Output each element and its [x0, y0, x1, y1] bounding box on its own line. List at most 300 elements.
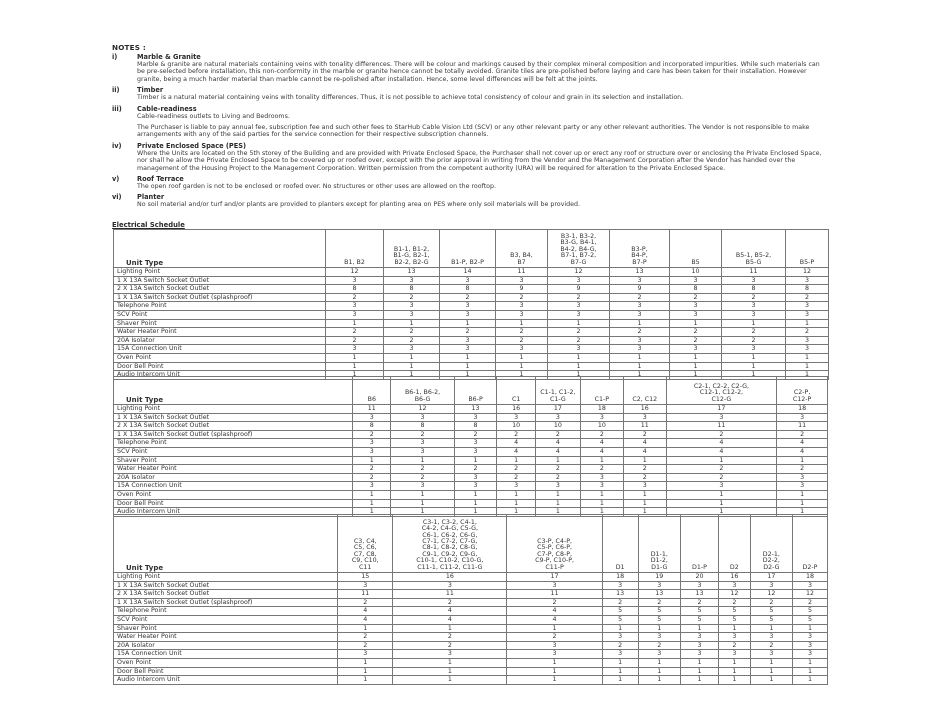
table-cell: 3: [440, 276, 496, 285]
table-cell: 1: [497, 456, 535, 465]
row-label: SCV Point: [114, 615, 338, 624]
table-cell: 1: [548, 362, 610, 371]
table-cell: 1: [602, 676, 638, 685]
table-cell: 3: [722, 345, 786, 354]
table-cell: 1: [440, 371, 496, 380]
table-cell: 9: [548, 285, 610, 294]
table-cell: 2: [393, 598, 507, 607]
table-cell: 3: [454, 413, 497, 422]
table-cell: 1: [670, 371, 722, 380]
note-item: [112, 53, 827, 83]
column-header-text: C2-1, C2-2, C2-G, C12-1, C12-2, C12-G: [693, 382, 749, 403]
table-cell: 1: [580, 499, 623, 508]
table-cell: 1: [786, 362, 829, 371]
table-cell: 3: [786, 336, 829, 345]
table-cell: 1: [610, 371, 670, 380]
table-cell: 4: [580, 439, 623, 448]
column-header-text: B3-1, B3-2, B3-G, B4-1, B4-2, B4-G, B7-1, B7-2, B7-G: [560, 232, 597, 266]
table-cell: 1: [610, 353, 670, 362]
table-row: [114, 490, 828, 499]
notes-list: [112, 53, 827, 209]
column-header-text: D1-P: [691, 563, 707, 571]
note-number: iv): [112, 141, 122, 150]
table-cell: 3: [777, 473, 828, 482]
table-cell: 3: [326, 345, 384, 354]
table-cell: 2: [440, 328, 496, 337]
table-cell: 3: [680, 641, 718, 650]
table-cell: 3: [353, 482, 391, 491]
row-label: 2 X 13A Switch Socket Outlet: [114, 285, 326, 294]
row-label: 15A Connection Unit: [114, 482, 353, 491]
table-cell: 8: [384, 285, 440, 294]
table-cell: 4: [666, 439, 777, 448]
table-cell: 3: [638, 633, 680, 642]
table-cell: 1: [610, 319, 670, 328]
table-cell: 3: [793, 581, 828, 590]
row-label: Oven Point: [114, 490, 353, 499]
column-header-text: C1-1, C1-2, C1-G: [540, 389, 576, 403]
table-cell: 2: [623, 430, 666, 439]
table-cell: 3: [722, 276, 786, 285]
table-cell: 1: [496, 362, 548, 371]
electrical-schedule-table-1: [113, 229, 829, 380]
table-cell: 2: [670, 293, 722, 302]
table-cell: 1: [384, 319, 440, 328]
table-cell: 16: [623, 405, 666, 414]
table-cell: 3: [338, 650, 393, 659]
table-cell: 3: [391, 413, 454, 422]
column-header-text: D2: [729, 563, 739, 571]
table-cell: 1: [338, 624, 393, 633]
table-cell: 3: [610, 276, 670, 285]
table-cell: 18: [602, 573, 638, 582]
note-heading: Marble & Granite: [137, 53, 201, 61]
table-cell: 5: [718, 615, 750, 624]
column-header-text: B3, B4, B7: [510, 252, 533, 266]
table-cell: 1: [535, 456, 580, 465]
table-cell: 2: [496, 328, 548, 337]
table-cell: 16: [718, 573, 750, 582]
table-cell: 2: [718, 641, 750, 650]
row-label: 1 X 13A Switch Socket Outlet (splashproof): [114, 598, 338, 607]
table-cell: 3: [326, 276, 384, 285]
table-cell: 2: [623, 473, 666, 482]
table-cell: 3: [507, 581, 602, 590]
table-cell: 3: [353, 439, 391, 448]
table-cell: 2: [722, 328, 786, 337]
table-cell: 3: [384, 345, 440, 354]
table-cell: 11: [777, 422, 828, 431]
table-cell: 10: [497, 422, 535, 431]
table-cell: 2: [580, 430, 623, 439]
table-cell: 4: [507, 615, 602, 624]
table-row: [114, 328, 829, 337]
row-label: Lighting Point: [114, 405, 353, 414]
table-cell: 1: [440, 319, 496, 328]
table-cell: 3: [638, 581, 680, 590]
table-cell: 1: [391, 499, 454, 508]
table-cell: 4: [535, 439, 580, 448]
row-label: Water Heater Point: [114, 633, 338, 642]
table-cell: 2: [666, 430, 777, 439]
row-label: 1 X 13A Switch Socket Outlet (splashproof): [114, 430, 353, 439]
column-header: [391, 377, 454, 405]
table-cell: 1: [548, 371, 610, 380]
table-cell: 12: [718, 590, 750, 599]
table-cell: 2: [353, 465, 391, 474]
column-header: [507, 515, 602, 573]
table-row: [114, 285, 829, 294]
note-paragraph: Cable-readiness outlets to Living and Bedrooms.: [137, 112, 290, 120]
unit-type-header: Unit Type: [114, 230, 326, 268]
table-cell: 2: [454, 465, 497, 474]
note-number: vi): [112, 193, 122, 202]
table-row: [114, 482, 828, 491]
table-cell: 3: [793, 633, 828, 642]
table-header-row: [114, 230, 829, 268]
table-cell: 2: [580, 465, 623, 474]
table-cell: 11: [393, 590, 507, 599]
table-cell: 3: [602, 581, 638, 590]
note-paragraph: Timber is a natural material containing veins with tonality differences. Thus, it is not possible to achieve total consistency of colour and grain in its selection and installation.: [137, 94, 684, 102]
table-cell: 2: [535, 465, 580, 474]
column-header: [610, 230, 670, 268]
table-cell: 1: [670, 362, 722, 371]
table-cell: 4: [393, 607, 507, 616]
table-cell: 2: [393, 641, 507, 650]
table-cell: 5: [638, 607, 680, 616]
table-cell: 3: [777, 482, 828, 491]
table-cell: 3: [750, 581, 792, 590]
table-row: [114, 319, 829, 328]
table-cell: 14: [440, 268, 496, 277]
table-cell: 3: [353, 413, 391, 422]
table-cell: 1: [454, 456, 497, 465]
table-cell: 1: [666, 456, 777, 465]
note-heading: Private Enclosed Space (PES): [137, 141, 247, 150]
table-cell: 5: [680, 607, 718, 616]
table-cell: 13: [680, 590, 718, 599]
table-cell: 2: [670, 336, 722, 345]
table-cell: 1: [353, 456, 391, 465]
table-row: [114, 336, 829, 345]
table-row: [114, 422, 828, 431]
table-cell: 2: [623, 465, 666, 474]
table-cell: 1: [777, 508, 828, 517]
table-cell: 2: [750, 598, 792, 607]
table-cell: 2: [496, 293, 548, 302]
table-cell: 1: [793, 624, 828, 633]
table-cell: 3: [454, 439, 497, 448]
column-header-text: C1: [511, 395, 521, 403]
row-label: Lighting Point: [114, 573, 338, 582]
row-label: Water Heater Point: [114, 328, 326, 337]
table-cell: 1: [353, 508, 391, 517]
table-cell: 3: [722, 302, 786, 311]
column-header: [326, 230, 384, 268]
table-cell: 1: [535, 508, 580, 517]
table-cell: 1: [722, 319, 786, 328]
table-cell: 5: [680, 615, 718, 624]
table-cell: 2: [384, 336, 440, 345]
row-label: Door Bell Point: [114, 362, 326, 371]
table-cell: 1: [750, 667, 792, 676]
table-cell: 3: [384, 276, 440, 285]
row-label: 15A Connection Unit: [114, 345, 326, 354]
table-cell: 2: [750, 641, 792, 650]
column-header-text: C2, C12: [632, 395, 658, 403]
table-cell: 1: [326, 353, 384, 362]
table-row: [114, 345, 829, 354]
table-cell: 1: [670, 319, 722, 328]
table-cell: 8: [786, 285, 829, 294]
table-cell: 11: [338, 590, 393, 599]
note-number: iii): [112, 104, 122, 113]
table-cell: 3: [786, 302, 829, 311]
table-cell: 1: [623, 456, 666, 465]
column-header: [497, 377, 535, 405]
table-cell: 1: [338, 658, 393, 667]
table-cell: 3: [610, 310, 670, 319]
table-cell: 2: [497, 473, 535, 482]
table-cell: 1: [623, 490, 666, 499]
table-cell: 8: [454, 422, 497, 431]
table-cell: 2: [507, 633, 602, 642]
row-label: Audio Intercom Unit: [114, 371, 326, 380]
table-cell: 2: [670, 328, 722, 337]
note-heading: Planter: [137, 193, 165, 202]
table-cell: 13: [454, 405, 497, 414]
note-number: ii): [112, 86, 120, 95]
table-cell: 1: [602, 624, 638, 633]
note-body: [137, 183, 827, 190]
table-header-row: [114, 515, 828, 573]
column-header: [440, 230, 496, 268]
table-row: [114, 276, 829, 285]
row-label: 20A Isolator: [114, 336, 326, 345]
table-row: [114, 598, 828, 607]
table-cell: 1: [610, 362, 670, 371]
table-cell: 17: [750, 573, 792, 582]
table-cell: 1: [680, 667, 718, 676]
table-cell: 1: [391, 456, 454, 465]
table-cell: 11: [666, 422, 777, 431]
unit-type-header: Unit Type: [114, 515, 338, 573]
table-cell: 3: [793, 641, 828, 650]
column-header-text: B6: [367, 395, 376, 403]
table-cell: 2: [507, 598, 602, 607]
table-cell: 3: [580, 482, 623, 491]
note-body: [137, 201, 827, 208]
column-header: [338, 515, 393, 573]
column-header-text: B3-P, B4-P, B7-P: [631, 245, 648, 266]
table-cell: 2: [496, 336, 548, 345]
table-cell: 2: [638, 641, 680, 650]
table-cell: 3: [440, 310, 496, 319]
table-cell: 1: [454, 490, 497, 499]
table-row: [114, 310, 829, 319]
table-cell: 3: [454, 473, 497, 482]
table-row: [114, 268, 829, 277]
table-cell: 2: [338, 598, 393, 607]
table-cell: 3: [722, 310, 786, 319]
table-row: [114, 405, 828, 414]
table-cell: 4: [535, 447, 580, 456]
table-cell: 2: [777, 465, 828, 474]
table-cell: 2: [786, 293, 829, 302]
row-label: 15A Connection Unit: [114, 650, 338, 659]
table-cell: 18: [793, 573, 828, 582]
table-row: [114, 439, 828, 448]
table-cell: 4: [507, 607, 602, 616]
table-cell: 9: [496, 285, 548, 294]
table-cell: 1: [496, 319, 548, 328]
table-cell: 1: [786, 353, 829, 362]
table-cell: 1: [718, 624, 750, 633]
table-cell: 2: [353, 473, 391, 482]
table-cell: 4: [666, 447, 777, 456]
table-cell: 13: [638, 590, 680, 599]
table-row: [114, 473, 828, 482]
column-header: [353, 377, 391, 405]
table-cell: 1: [507, 667, 602, 676]
table-cell: 2: [602, 598, 638, 607]
note-number: v): [112, 175, 120, 184]
column-header-text: B5: [691, 258, 700, 266]
table-cell: 2: [535, 473, 580, 482]
table-cell: 3: [777, 413, 828, 422]
table-cell: 3: [793, 650, 828, 659]
table-header-row: [114, 377, 828, 405]
notes-section: [112, 43, 827, 209]
table-cell: 1: [384, 353, 440, 362]
table-row: [114, 447, 828, 456]
table-cell: 2: [548, 328, 610, 337]
table-cell: 8: [670, 285, 722, 294]
table-cell: 4: [338, 615, 393, 624]
table-cell: 18: [580, 405, 623, 414]
table-cell: 1: [777, 499, 828, 508]
column-header: [722, 230, 786, 268]
table-cell: 2: [777, 430, 828, 439]
column-header-text: D2-P: [802, 563, 818, 571]
table-cell: 3: [507, 650, 602, 659]
note-item: [112, 86, 827, 101]
table-cell: 3: [326, 310, 384, 319]
column-header-text: B1-P, B2-P: [451, 258, 484, 266]
table-cell: 10: [580, 422, 623, 431]
table-cell: 1: [718, 667, 750, 676]
table-cell: 13: [602, 590, 638, 599]
table-cell: 1: [580, 456, 623, 465]
table-cell: 1: [535, 490, 580, 499]
table-row: [114, 499, 828, 508]
table-cell: 1: [391, 508, 454, 517]
table-cell: 2: [391, 465, 454, 474]
row-label: 1 X 13A Switch Socket Outlet: [114, 276, 326, 285]
column-header: [496, 230, 548, 268]
row-label: Shaver Point: [114, 456, 353, 465]
table-cell: 4: [777, 439, 828, 448]
table-cell: 15: [338, 573, 393, 582]
column-header-text: C3, C4, C5, C6, C7, C8, C9, C10, C11: [351, 537, 379, 571]
row-label: 2 X 13A Switch Socket Outlet: [114, 590, 338, 599]
table-cell: 2: [338, 641, 393, 650]
table-cell: 12: [793, 590, 828, 599]
table-cell: 4: [338, 607, 393, 616]
note-paragraph: Where the Units are located on the 5th storey of the Building and are provided with Private Enclosed Space, the Purchaser shall not cover up or erect any roof or structure over or enclosing the Private Enclosed Space, nor shall he allow the Private Enclosed Space to be covered up or roofed over, except with the prior approval in writing from the Vendor and the Management Corporation after the Vendor has handed over the management of the Housing Project to the Management Corporation. Written permission from the competent authority (URA) will be required for alteration to the Private Enclosed Space.: [137, 149, 822, 172]
table-cell: 13: [384, 268, 440, 277]
row-label: 1 X 13A Switch Socket Outlet (splashproof): [114, 293, 326, 302]
table-cell: 3: [610, 302, 670, 311]
table-cell: 1: [535, 499, 580, 508]
column-header-text: C2-P, C12-P: [792, 389, 812, 403]
column-header: [384, 230, 440, 268]
table-row: [114, 607, 828, 616]
table-cell: 1: [680, 676, 718, 685]
table-cell: 1: [786, 319, 829, 328]
column-header: [548, 230, 610, 268]
table-cell: 2: [384, 293, 440, 302]
table-row: [114, 624, 828, 633]
table-row: [114, 667, 828, 676]
table-cell: 3: [384, 302, 440, 311]
table-cell: 8: [440, 285, 496, 294]
table-cell: 1: [750, 624, 792, 633]
table-cell: 2: [548, 293, 610, 302]
table-cell: 1: [353, 499, 391, 508]
table-cell: 4: [777, 447, 828, 456]
table-cell: 2: [497, 465, 535, 474]
table-cell: 13: [610, 268, 670, 277]
table-row: [114, 615, 828, 624]
table-cell: 3: [497, 413, 535, 422]
column-header-text: D1: [615, 563, 625, 571]
column-header: [750, 515, 792, 573]
row-label: Lighting Point: [114, 268, 326, 277]
table-cell: 1: [750, 676, 792, 685]
table-row: [114, 302, 829, 311]
note-heading: Cable-readiness: [137, 104, 197, 113]
table-cell: 2: [497, 430, 535, 439]
table-cell: 1: [718, 676, 750, 685]
note-body: [137, 150, 827, 172]
table-cell: 1: [440, 353, 496, 362]
table-cell: 1: [497, 490, 535, 499]
table-cell: 3: [680, 633, 718, 642]
table-cell: 17: [507, 573, 602, 582]
table-cell: 11: [353, 405, 391, 414]
table-cell: 3: [496, 310, 548, 319]
table-cell: 3: [535, 413, 580, 422]
table-cell: 2: [722, 293, 786, 302]
table-cell: 2: [535, 430, 580, 439]
column-header-text: D2-1, D2-2, D2-G: [762, 550, 780, 571]
table-cell: 1: [338, 667, 393, 676]
note-paragraph: No soil material and/or turf and/or plants are provided to planters except for planting area on PES where only soil materials will be provided.: [137, 201, 580, 209]
table-cell: 3: [440, 336, 496, 345]
table-cell: 2: [602, 641, 638, 650]
column-header: [535, 377, 580, 405]
note-paragraph: The Purchaser is liable to pay annual fee, subscription fee and such other fees to StarHub Cable Vision Ltd (SCV) or any other relevant party or any other relevant authorities. The Vendor is not responsible to make arrangements with any of the said parties for the service connection for their respective subscription channels.: [137, 124, 810, 139]
table-cell: 3: [496, 302, 548, 311]
column-header: [718, 515, 750, 573]
note-heading: Timber: [137, 86, 164, 95]
table-cell: 1: [497, 508, 535, 517]
table-cell: 3: [610, 336, 670, 345]
row-label: SCV Point: [114, 310, 326, 319]
column-header-text: B5-P: [799, 258, 815, 266]
